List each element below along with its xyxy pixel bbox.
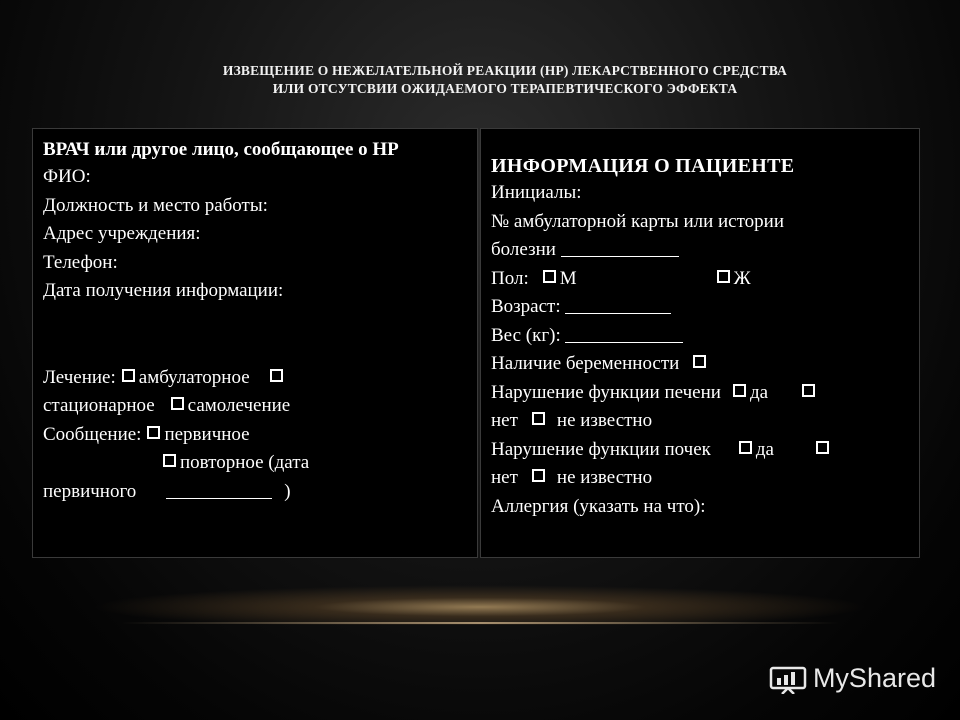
treatment-label: Лечение: [43,366,116,388]
kidney-no-label: нет [491,467,518,488]
weight-label: Вес (кг): [491,324,561,346]
spacer [43,306,467,364]
stage-glow-line [120,622,840,624]
liver-yes-label: да [749,381,769,403]
title-line-1: ИЗВЕЩЕНИЕ О НЕЖЕЛАТЕЛЬНОЙ РЕАКЦИИ (НР) ЛЕКАРСТВЕННОГО СРЕДСТВА [222,63,788,78]
card-number-blank[interactable] [561,236,679,257]
weight-blank[interactable] [565,322,683,343]
self-treatment-label: самолечение [187,395,291,416]
liver-row [491,379,909,408]
title-line-2: ИЛИ ОТСУТСВИИ ОЖИДАЕМОГО ТЕРАПЕВТИЧЕСКОГО ЭФФЕКТА [272,81,738,96]
liver-no-checkbox[interactable] [802,384,815,397]
watermark-text: MyShared [812,663,936,693]
liver-row-2 [491,407,909,436]
closing-paren: ) [284,480,291,502]
treatment-row-2 [43,392,467,421]
liver-unknown-checkbox[interactable] [532,412,545,425]
address-label: Адрес учреждения: [43,223,201,244]
message-row-2 [43,449,467,478]
age-row [491,293,909,322]
liver-unknown-label: не известно [556,410,653,431]
sex-f-checkbox[interactable] [717,270,730,283]
age-blank[interactable] [565,293,671,314]
stage-glow [90,585,870,625]
kidney-row [491,436,909,465]
inpatient-checkbox[interactable] [270,369,283,382]
primary-date-label: первичного [43,480,137,502]
watermark [769,663,936,694]
kidney-yes-checkbox[interactable] [739,441,752,454]
weight-row [491,322,909,351]
pregnancy-label: Наличие беременности [491,353,680,374]
position-label: Должность и место работы: [43,194,268,216]
message-row [43,421,467,450]
kidney-unknown-checkbox[interactable] [532,469,545,482]
inpatient-label: стационарное [43,395,155,416]
sex-f-label: Ж [733,267,751,289]
card-number-cont: болезни [491,239,556,260]
pregnancy-checkbox[interactable] [693,355,706,368]
reporter-heading: ВРАЧ или другое лицо, сообщающее о НР [43,139,399,160]
sex-m-checkbox[interactable] [543,270,556,283]
initials-label: Инициалы: [491,182,582,203]
repeat-checkbox[interactable] [163,454,176,467]
age-label: Возраст: [491,296,561,317]
self-treatment-checkbox[interactable] [171,397,184,410]
patient-panel [480,128,920,558]
outpatient-checkbox[interactable] [122,369,135,382]
liver-label: Нарушение функции печени [491,381,721,403]
liver-yes-checkbox[interactable] [733,384,746,397]
card-number-label: № амбулаторной карты или истории [491,210,785,232]
presentation-icon [769,664,807,694]
kidney-unknown-label: не известно [556,467,653,488]
allergy-label: Аллергия (указать на что): [491,495,706,517]
primary-date-blank[interactable] [166,478,272,499]
kidney-no-checkbox[interactable] [816,441,829,454]
slide-title [120,62,890,98]
outpatient-label: амбулаторное [138,366,250,388]
date-received-label: Дата получения информации: [43,280,284,301]
fio-label: ФИО: [43,166,91,187]
repeat-label: повторное (дата [180,452,310,473]
reporter-panel [32,128,478,558]
primary-label: первичное [164,423,250,445]
kidney-label: Нарушение функции почек [491,438,711,460]
pregnancy-row [491,350,909,379]
treatment-row [43,364,467,393]
liver-no-label: нет [491,410,518,431]
kidney-yes-label: да [755,438,774,460]
message-row-3 [43,478,467,507]
phone-label: Телефон: [43,251,118,273]
sex-row [491,265,909,294]
primary-checkbox[interactable] [147,426,160,439]
patient-heading: ИНФОРМАЦИЯ О ПАЦИЕНТЕ [491,155,795,177]
message-label: Сообщение: [43,423,142,445]
kidney-row-2 [491,464,909,493]
sex-label: Пол: [491,267,529,289]
sex-m-label: М [559,267,577,289]
card-number-row [491,236,909,265]
